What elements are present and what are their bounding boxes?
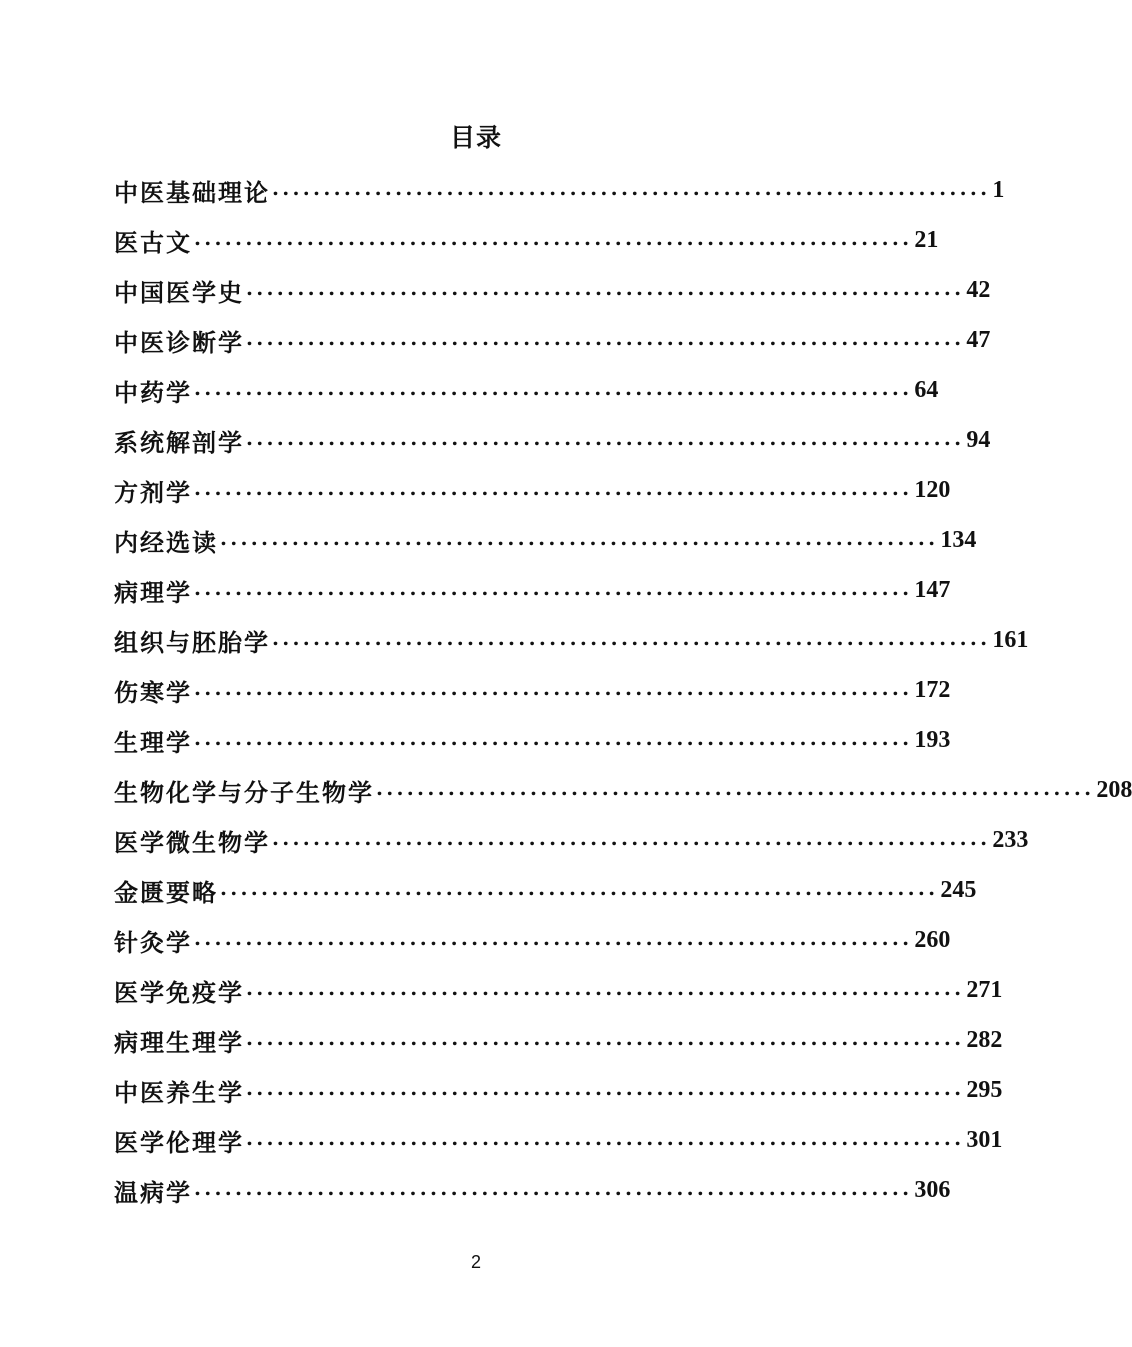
- toc-entry[interactable]: [114, 965, 1003, 1015]
- toc-entry-page: 301: [966, 1126, 1003, 1153]
- toc-entry[interactable]: [114, 1065, 1003, 1115]
- toc-entry-title: 伤寒学: [114, 677, 192, 707]
- toc-entry-title: 中国医学史: [114, 277, 244, 307]
- toc-entry-title: 医学微生物学: [114, 827, 270, 857]
- toc-entry-page: 64: [914, 376, 939, 403]
- toc-entry[interactable]: [114, 565, 951, 615]
- toc-entry-title: 系统解剖学: [114, 427, 244, 457]
- page-title: 目录: [449, 123, 502, 152]
- toc-entry-title: 中医养生学: [114, 1077, 244, 1107]
- toc-entry-page: 134: [940, 526, 977, 553]
- toc-entry[interactable]: [114, 715, 951, 765]
- dot-leader: ......................................................................: [194, 576, 913, 600]
- toc-entry[interactable]: [114, 915, 951, 965]
- dot-leader: ......................................................................: [272, 826, 991, 850]
- table-of-contents: [114, 165, 1132, 1215]
- toc-entry-page: 42: [966, 276, 991, 303]
- toc-entry[interactable]: [114, 1115, 1003, 1165]
- dot-leader: ......................................................................: [194, 676, 913, 700]
- toc-entry-title: 方剂学: [114, 477, 192, 507]
- toc-entry-page: 120: [914, 476, 951, 503]
- toc-entry[interactable]: [114, 665, 951, 715]
- toc-entry-title: 病理生理学: [114, 1027, 244, 1057]
- toc-entry-page: 21: [914, 226, 939, 253]
- dot-leader: ......................................................................: [246, 326, 965, 350]
- toc-entry-page: 1: [992, 176, 1005, 203]
- dot-leader: ......................................................................: [246, 1076, 965, 1100]
- toc-entry[interactable]: [114, 815, 1029, 865]
- toc-entry-page: 193: [914, 726, 951, 753]
- dot-leader: ......................................................................: [194, 376, 913, 400]
- dot-leader: ......................................................................: [376, 776, 1095, 800]
- dot-leader: ......................................................................: [246, 976, 965, 1000]
- dot-leader: ......................................................................: [272, 626, 991, 650]
- toc-entry-title: 组织与胚胎学: [114, 627, 270, 657]
- toc-entry-title: 生理学: [114, 727, 192, 757]
- dot-leader: ......................................................................: [194, 926, 913, 950]
- toc-entry-title: 病理学: [114, 577, 192, 607]
- toc-entry-page: 306: [914, 1176, 951, 1203]
- toc-entry-page: 94: [966, 426, 991, 453]
- toc-entry[interactable]: [114, 215, 939, 265]
- toc-entry[interactable]: [114, 765, 1132, 815]
- dot-leader: ......................................................................: [194, 226, 913, 250]
- dot-leader: ......................................................................: [220, 526, 939, 550]
- toc-entry-title: 中医基础理论: [114, 177, 270, 207]
- dot-leader: ......................................................................: [194, 476, 913, 500]
- toc-entry-title: 生物化学与分子生物学: [114, 777, 374, 807]
- toc-entry-page: 47: [966, 326, 991, 353]
- toc-entry-title: 金匮要略: [114, 877, 218, 907]
- toc-entry-title: 内经选读: [114, 527, 218, 557]
- toc-entry[interactable]: [114, 315, 991, 365]
- dot-leader: ......................................................................: [246, 1026, 965, 1050]
- dot-leader: ......................................................................: [246, 426, 965, 450]
- toc-entry[interactable]: [114, 865, 977, 915]
- toc-entry-title: 温病学: [114, 1177, 192, 1207]
- toc-entry-page: 208: [1096, 776, 1132, 803]
- toc-entry[interactable]: [114, 615, 1029, 665]
- toc-entry-title: 医学伦理学: [114, 1127, 244, 1157]
- toc-entry-page: 245: [940, 876, 977, 903]
- dot-leader: ......................................................................: [246, 1126, 965, 1150]
- toc-entry-title: 针灸学: [114, 927, 192, 957]
- dot-leader: ......................................................................: [272, 176, 991, 200]
- toc-entry-page: 282: [966, 1026, 1003, 1053]
- toc-entry-page: 233: [992, 826, 1029, 853]
- toc-entry[interactable]: [114, 515, 977, 565]
- toc-entry-title: 医古文: [114, 227, 192, 257]
- toc-entry[interactable]: [114, 1165, 951, 1215]
- toc-entry[interactable]: [114, 465, 951, 515]
- toc-entry-title: 中医诊断学: [114, 327, 244, 357]
- page-number: 2: [470, 1252, 481, 1272]
- toc-entry[interactable]: [114, 165, 1005, 215]
- toc-entry-title: 医学免疫学: [114, 977, 244, 1007]
- toc-entry-page: 161: [992, 626, 1029, 653]
- toc-entry-page: 260: [914, 926, 951, 953]
- dot-leader: ......................................................................: [246, 276, 965, 300]
- toc-entry-page: 147: [914, 576, 951, 603]
- dot-leader: ......................................................................: [194, 726, 913, 750]
- toc-entry-page: 295: [966, 1076, 1003, 1103]
- toc-entry-title: 中药学: [114, 377, 192, 407]
- toc-entry[interactable]: [114, 1015, 1003, 1065]
- toc-entry-page: 172: [914, 676, 951, 703]
- toc-entry[interactable]: [114, 265, 991, 315]
- toc-entry-page: 271: [966, 976, 1003, 1003]
- dot-leader: ......................................................................: [220, 876, 939, 900]
- toc-entry[interactable]: [114, 415, 991, 465]
- toc-entry[interactable]: [114, 365, 939, 415]
- dot-leader: ......................................................................: [194, 1176, 913, 1200]
